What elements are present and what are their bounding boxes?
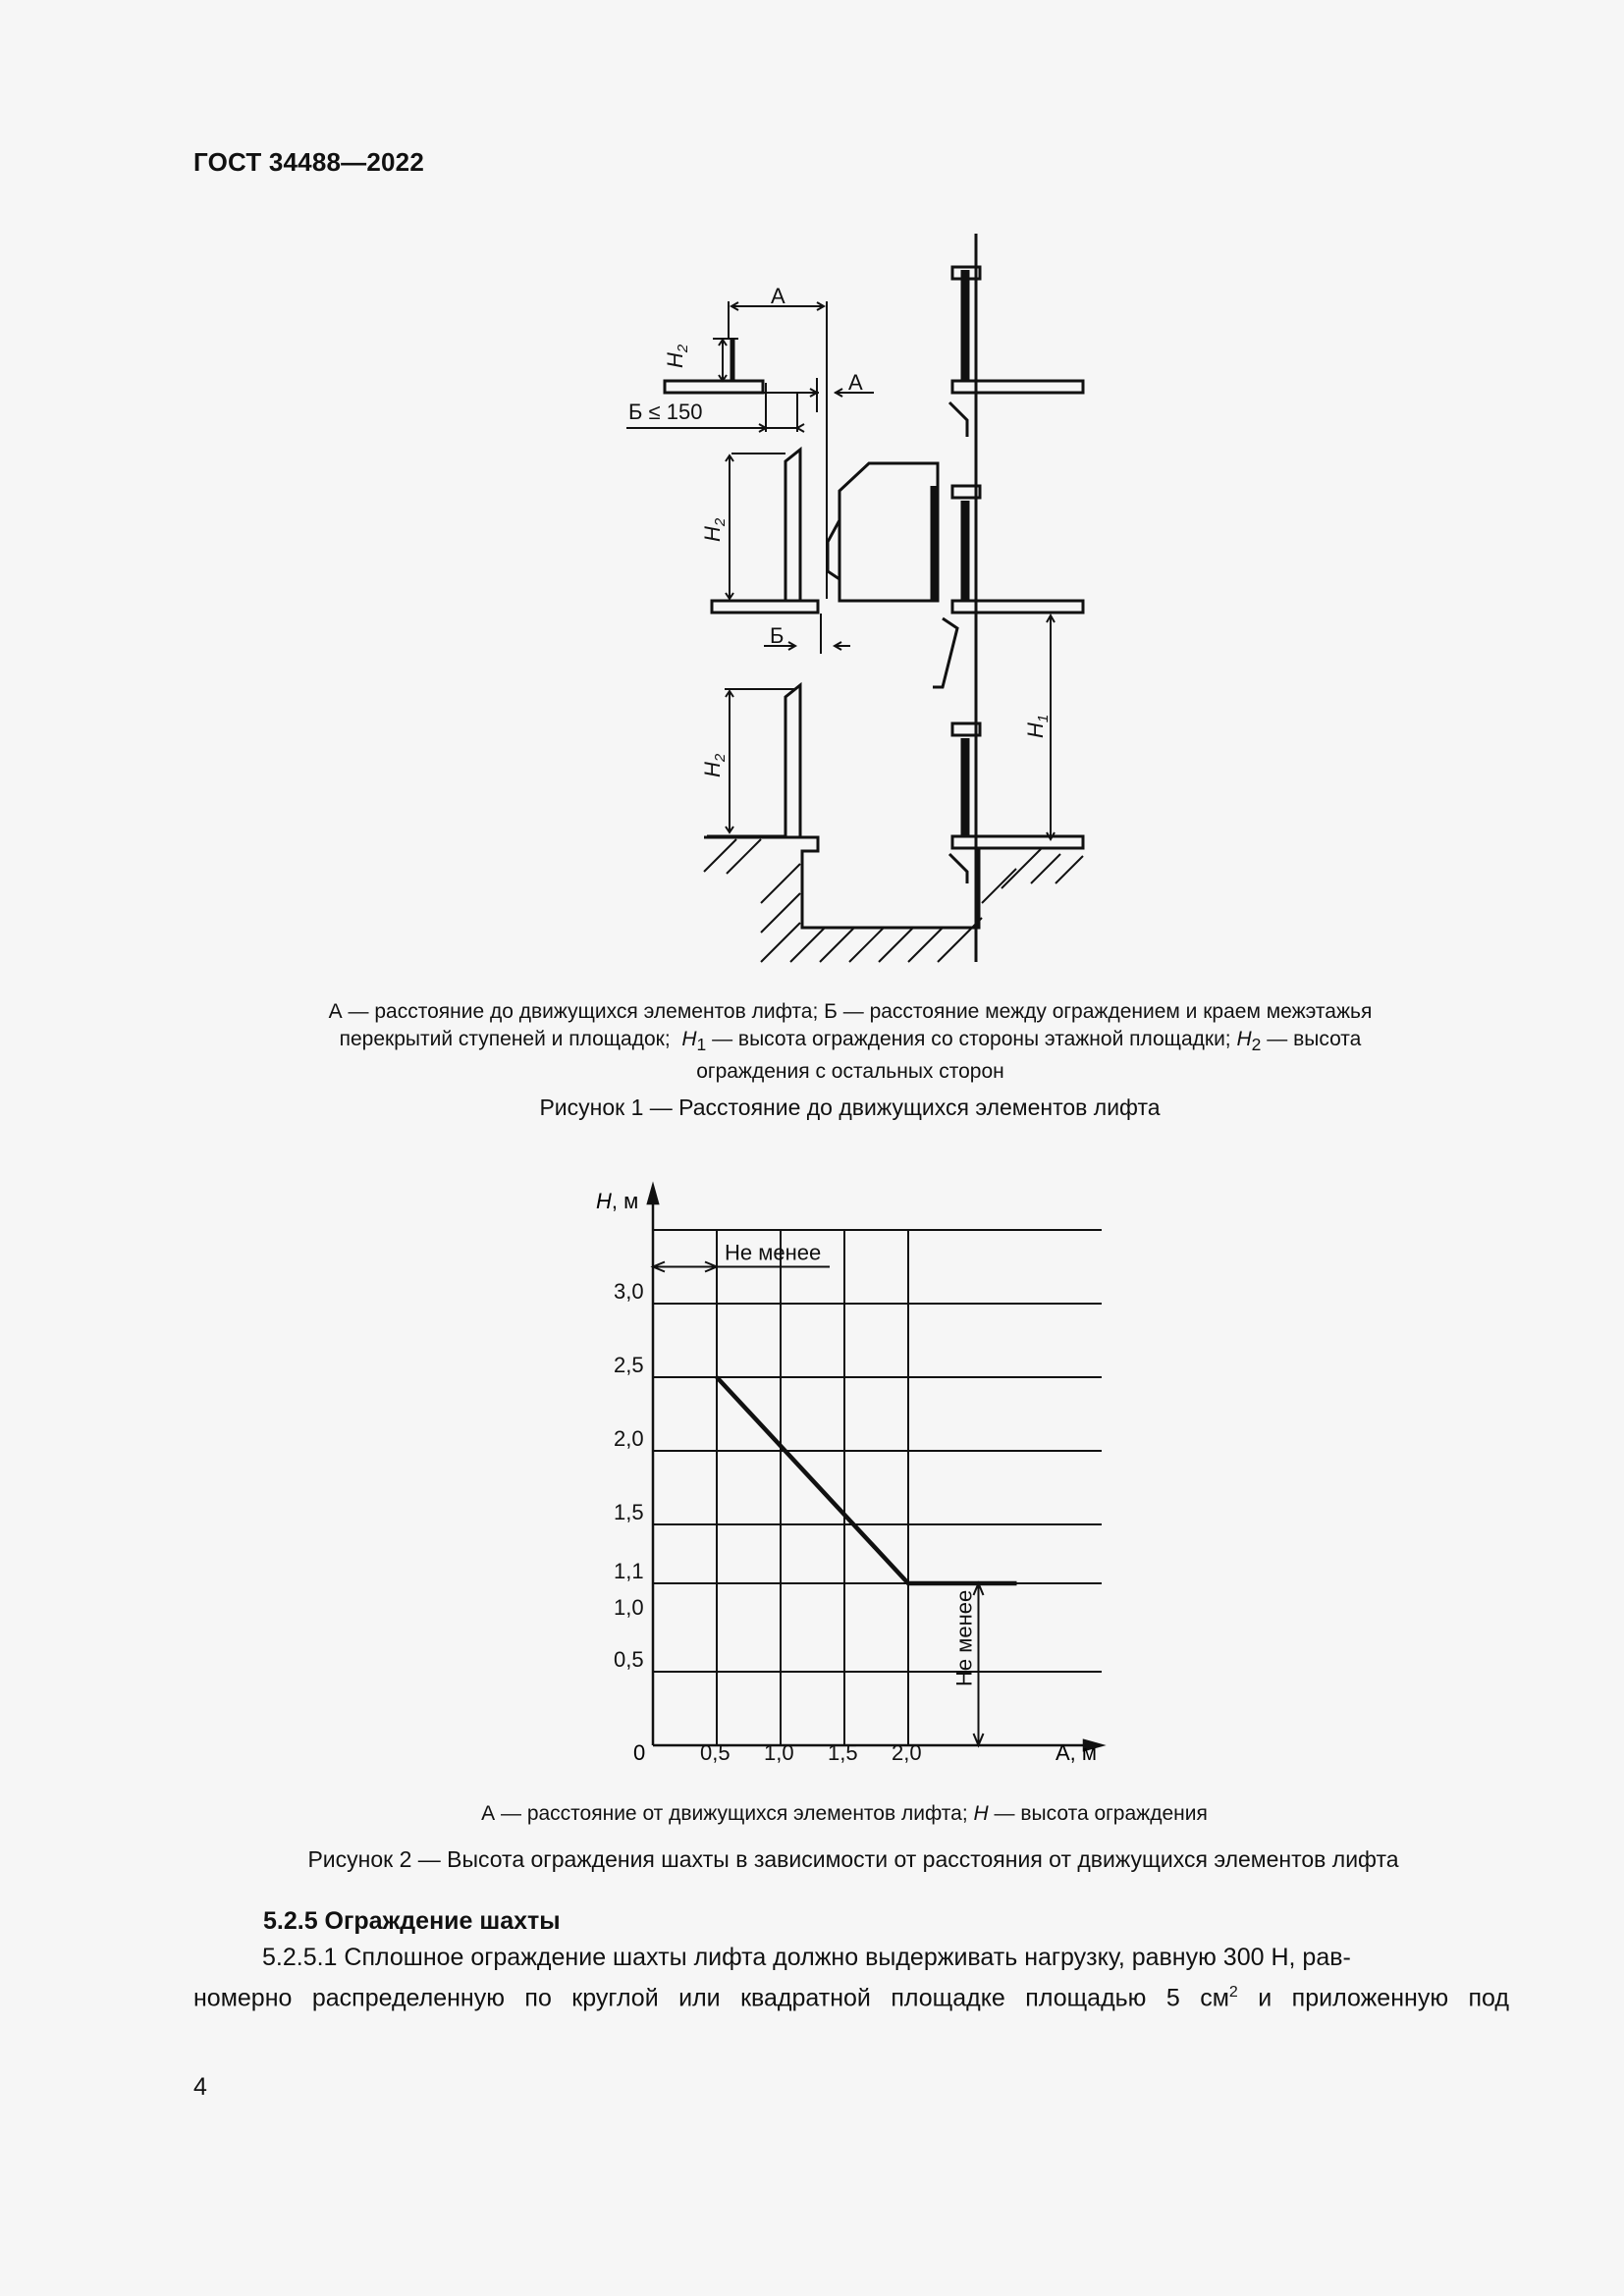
barrier-mid xyxy=(785,450,800,601)
landing-door xyxy=(949,402,967,437)
x-tick-label: 0,5 xyxy=(700,1740,731,1765)
x-tick-label: 2,0 xyxy=(892,1740,922,1765)
y-tick-label: 3,0 xyxy=(614,1279,644,1304)
label-h2-mid: $H_2$ xyxy=(700,517,729,542)
label-a-right: А xyxy=(848,370,863,395)
label-a-top: А xyxy=(771,284,785,308)
figure-1-legend: А — расстояние до движущихся элементов лифта; Б — расстояние между ограждением и краем межэтажья перекрытий ступеней и площадок; $H_1$ — высота ограждения со стороны этажной площадки; $H_2$ — высота ограждения с остальных сторон xyxy=(328,1000,1373,1084)
annotation-label: Не менее xyxy=(725,1240,822,1265)
page-number: 4 xyxy=(193,2073,207,2101)
label-h2-bottom: $H_2$ xyxy=(700,753,729,777)
label-b-mid: Б xyxy=(770,623,785,648)
origin-label: 0 xyxy=(633,1740,646,1765)
barrier-bottom xyxy=(785,685,800,836)
figure-2-legend: А — расстояние от движущихся элементов лифта; H — высота ограждения xyxy=(481,1802,1208,1825)
ground-hatching xyxy=(704,839,1083,962)
x-tick-label: 1,0 xyxy=(764,1740,794,1765)
section-heading: 5.2.5 Ограждение шахты xyxy=(263,1907,561,1935)
landing-slab-top xyxy=(665,381,763,393)
y-tick-label: 1,1 xyxy=(614,1559,644,1583)
label-h1: $H_1$ xyxy=(1023,714,1052,738)
floor-slab xyxy=(952,601,1083,613)
floor-slab xyxy=(952,836,1083,848)
paragraph-line-2: номерно распределенную по круглой или квадратной площадке площадью 5 $см^2$ и приложенную под xyxy=(193,1984,1509,2012)
label-b-limit: Б ≤ 150 xyxy=(628,400,703,424)
y-tick-label: 2,5 xyxy=(614,1353,644,1377)
label-h2-top: $H_2$ xyxy=(663,344,691,368)
document-header: ГОСТ 34488—2022 xyxy=(193,147,424,177)
figure-2-caption: Рисунок 2 — Высота ограждения шахты в зависимости от расстояния от движущихся элементов лифта xyxy=(307,1846,1399,1872)
paragraph-line-1: 5.2.5.1 Сплошное ограждение шахты лифта должно выдерживать нагрузку, равную 300 Н, рав- xyxy=(262,1944,1351,1971)
annotation-label: Не менее xyxy=(951,1589,977,1686)
floor-slab xyxy=(952,381,1083,393)
y-tick-label: 1,5 xyxy=(614,1500,644,1524)
series-line xyxy=(717,1377,1017,1583)
elevator-car xyxy=(839,463,938,601)
y-axis-label: H, м xyxy=(596,1189,639,1213)
y-tick-label: 1,0 xyxy=(614,1595,644,1620)
y-tick-label: 0,5 xyxy=(614,1647,644,1672)
figure-1-caption: Рисунок 1 — Расстояние до движущихся элементов лифта xyxy=(539,1095,1161,1120)
figure-2-chart xyxy=(579,1178,1129,1777)
figure-1-drawing xyxy=(609,226,1100,972)
section-paragraph xyxy=(193,1940,1509,2015)
x-tick-label: 1,5 xyxy=(828,1740,858,1765)
y-tick-label: 2,0 xyxy=(614,1426,644,1451)
x-axis-label: А, м xyxy=(1056,1740,1098,1765)
